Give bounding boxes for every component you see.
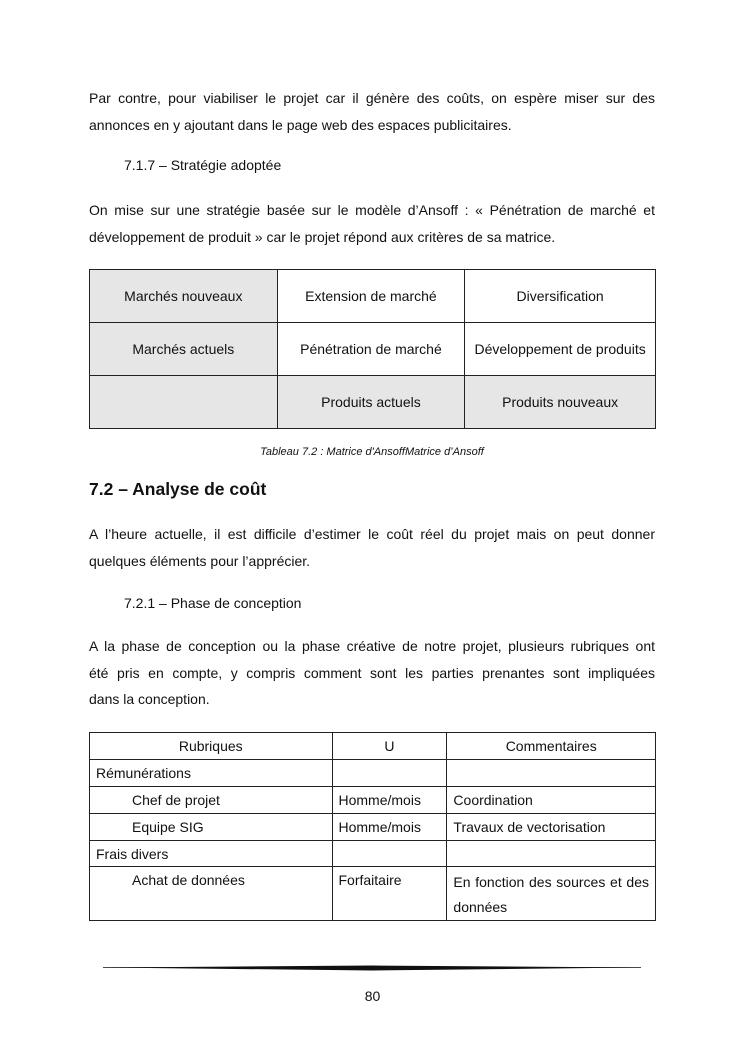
- table-row: [90, 787, 656, 814]
- table-row: [90, 841, 656, 867]
- cost-analysis-paragraph: [89, 521, 655, 574]
- text-line: annonces en y ajoutant dans le page web des espaces publicitaires.: [89, 116, 512, 133]
- table-cell: Chef de projet: [90, 787, 333, 814]
- table-cell: [447, 841, 656, 867]
- table-cell: Marchés nouveaux: [90, 270, 278, 323]
- column-header: Rubriques: [90, 733, 333, 760]
- table-cell: Produits nouveaux: [465, 376, 656, 429]
- table-cell: Marchés actuels: [90, 323, 278, 376]
- table-cell: Forfaitaire: [332, 867, 447, 921]
- ansoff-matrix-table: [89, 269, 656, 429]
- table-row: [90, 323, 656, 376]
- section-heading-7-1-7: 7.1.7 – Stratégie adoptée: [124, 157, 282, 173]
- table-cell: Développement de produits: [465, 323, 656, 376]
- text-line: quelques éléments pour l’apprécier.: [89, 552, 311, 569]
- design-phase-paragraph: [89, 633, 655, 713]
- table-cell: [332, 841, 447, 867]
- table-cell: [447, 760, 656, 787]
- table-row: [90, 270, 656, 323]
- table-cell: Diversification: [465, 270, 656, 323]
- table-caption: Tableau 7.2 : Matrice d'AnsoffMatrice d’Ansoff: [260, 446, 484, 458]
- column-header: Commentaires: [447, 733, 656, 760]
- table-header-row: [90, 733, 656, 760]
- table-row: [90, 867, 656, 921]
- table-row: [90, 760, 656, 787]
- text-line: Par contre, pour viabiliser le projet car il génère des coûts, on espère miser sur des: [89, 90, 655, 106]
- intro-paragraph: [89, 85, 655, 138]
- table-cell: Coordination: [447, 787, 656, 814]
- page-number: 80: [364, 988, 381, 1004]
- text-line: été pris en compte, y compris comment sont les parties prenantes sont impliquées: [89, 664, 655, 681]
- footer-divider: [103, 962, 641, 974]
- text-line: développement de produit » car le projet répond aux critères de sa matrice.: [89, 228, 556, 245]
- section-heading-7-2: 7.2 – Analyse de coût: [89, 479, 267, 499]
- table-cell: Achat de données: [90, 867, 333, 921]
- text-line: On mise sur une stratégie basée sur le modèle d’Ansoff : « Pénétration de marché et: [89, 202, 655, 218]
- table-cell: Produits actuels: [277, 376, 465, 429]
- table-row: [90, 814, 656, 841]
- text-line: dans la conception.: [89, 691, 210, 707]
- cost-table: [89, 732, 656, 921]
- table-cell: Homme/mois: [332, 787, 447, 814]
- table-cell: Pénétration de marché: [277, 323, 465, 376]
- text-line: A l’heure actuelle, il est difficile d’estimer le coût réel du projet mais on peut donner: [89, 526, 655, 542]
- table-cell: Equipe SIG: [90, 814, 333, 841]
- table-cell: [332, 760, 447, 787]
- table-row: [90, 376, 656, 429]
- table-cell: Travaux de vectorisation: [447, 814, 656, 841]
- column-header: U: [332, 733, 447, 760]
- section-heading-7-2-1: 7.2.1 – Phase de conception: [124, 595, 302, 611]
- table-cell: [90, 376, 278, 429]
- table-cell: En fonction des sources et des données: [447, 867, 656, 921]
- table-cell: Rémunérations: [90, 760, 333, 787]
- text-line: A la phase de conception ou la phase créative de notre projet, plusieurs rubriques ont: [89, 638, 655, 654]
- strategy-paragraph: [89, 197, 655, 250]
- table-cell: Frais divers: [90, 841, 333, 867]
- table-cell: Extension de marché: [277, 270, 465, 323]
- table-cell: Homme/mois: [332, 814, 447, 841]
